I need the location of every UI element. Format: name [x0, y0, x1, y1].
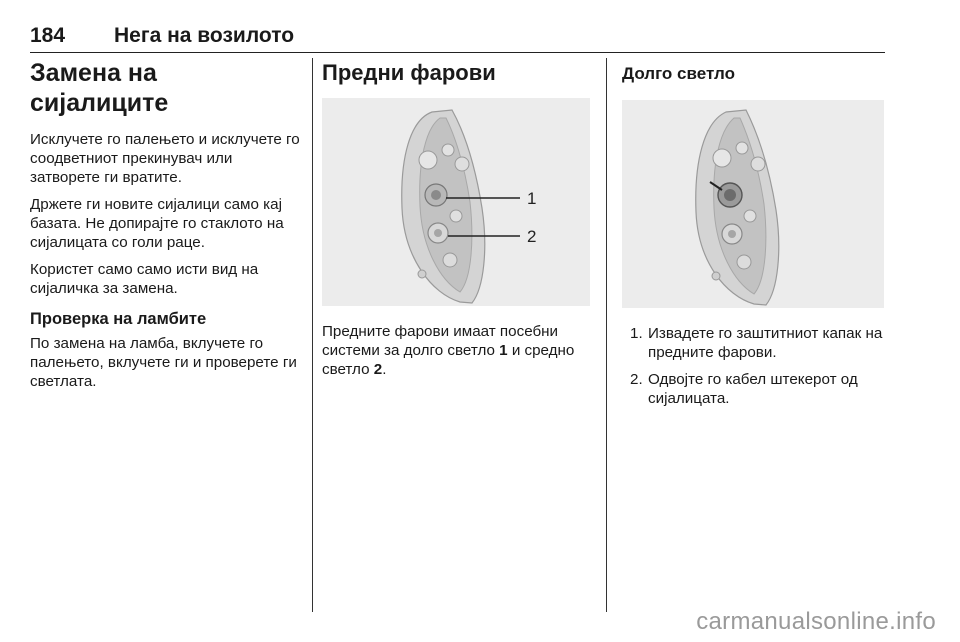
high-beam-illustration	[622, 100, 884, 308]
high-beam-figure	[622, 100, 884, 308]
headlight-illustration	[322, 98, 590, 306]
high-beam-heading: Долго светло	[622, 64, 736, 83]
section-title: Нега на возилото	[114, 24, 295, 47]
column-headlights	[322, 58, 594, 379]
headlights-heading: Предни фарови	[322, 60, 496, 85]
site-watermark[interactable]: carmanualsonline.info	[696, 608, 936, 635]
page-header	[30, 24, 885, 53]
figure-label-2: 2	[527, 227, 537, 246]
headlight-figure	[322, 98, 590, 306]
paragraph-lamp-check: По замена на ламба, вклучете го палењето, вклучете ги и проверете ги светлата.	[30, 335, 297, 390]
paragraph-same-type: Користет само само исти вид на сијаличка за замена.	[30, 261, 259, 297]
headlight-caption: Предните фарови имаат посебни системи за долго светло 1 и средно светло 2.	[322, 323, 575, 378]
figure-label-1: 1	[527, 189, 537, 208]
column-bulb-replacement	[30, 58, 302, 399]
paragraph-ignition-off: Исклучете го палењето и исклучете го соодветниот прекинувач или затворете ги вратите.	[30, 131, 300, 186]
column-divider-left	[312, 58, 313, 612]
list-item: 1. Извадете го заштитниот капак на предните фарови.	[630, 325, 883, 361]
high-beam-steps	[622, 324, 886, 408]
list-item: 2. Одвојте го кабел штекерот од сијалицата.	[630, 371, 858, 407]
bulb-replacement-heading: Замена на сијалиците	[30, 59, 169, 117]
column-divider-right	[606, 58, 607, 612]
column-high-beam	[622, 58, 886, 416]
page-number: 184	[30, 24, 66, 47]
paragraph-hold-bulb: Држете ги новите сијалици само кај базата. Не допирајте го стаклото на сијалицата со голи раце.	[30, 196, 284, 251]
lamp-check-heading: Проверка на ламбите	[30, 310, 207, 328]
